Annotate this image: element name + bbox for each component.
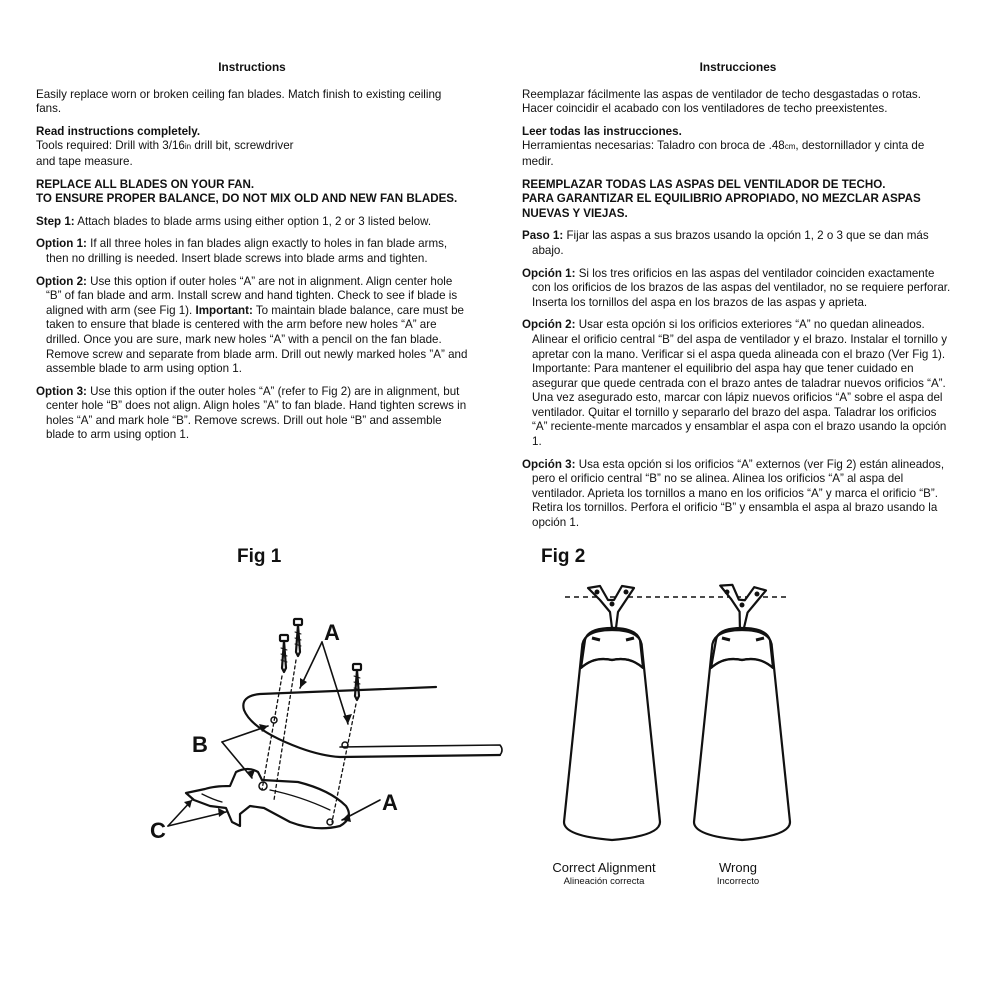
- tools-text-es: Herramientas necesarias: Taladro con broca de .48: [522, 139, 785, 153]
- intro-text: Easily replace worn or broken ceiling fan blades. Match finish to existing ceiling fans.: [36, 87, 442, 116]
- fig-1-label-c: C: [150, 818, 166, 843]
- warning-line-2: TO ENSURE PROPER BALANCE, DO NOT MIX OLD AND NEW FAN BLADES.: [36, 192, 458, 206]
- tools-unit: in: [184, 142, 192, 152]
- step-1-label-es: Paso 1:: [522, 229, 564, 243]
- read-instructions-title: Read instructions completely.: [36, 124, 201, 138]
- option-3-label-es: Opción 3:: [522, 457, 576, 471]
- tools-text-2: drill bit, screwdriver: [191, 139, 294, 153]
- fig-2-title: Fig 2: [541, 546, 586, 567]
- blade-correct: [564, 586, 660, 840]
- option-1-label-es: Opción 1:: [522, 266, 576, 280]
- heading-instructions: Instructions: [218, 60, 286, 74]
- warning-line-1: REPLACE ALL BLADES ON YOUR FAN.: [36, 177, 255, 191]
- step-1-text-es: Fijar las aspas a sus brazos usando la opción 1, 2 o 3 que se dan más abajo.: [532, 229, 929, 257]
- warning-line-1-es: REEMPLAZAR TODAS LAS ASPAS DEL VENTILADOR DE TECHO.: [522, 177, 886, 191]
- option-2-label-es: Opción 2:: [522, 318, 576, 332]
- tools-text-es-2: , destornillador y cinta de medir.: [522, 139, 925, 168]
- fig-1-label-a-bottom: A: [382, 790, 398, 815]
- option-2-text-es: Usar esta opción si los orificios exteriores “A” no quedan alineados. Alinear el orificio central “B” del aspa de ventilador y el brazo. Instalar el tornillo y apretar con la mano. Verificar si el aspa queda alineada con el brazo (Ver Fig 1). Importante: Para mantener el equilibrio del aspa hay que tener cuidado en asegurar que quede centrada con el brazo antes de taladrar nuevos orificios “A”. Una vez asegurado esto, marcar con lápiz nuevos orificios “A” sobre el aspa del ventilador. Quitar el tornillo y separarlo del brazo del aspa. Taladrar los orificios “A” reciente-mente marcados y ensamblar el aspa con el brazo usando la opción 1.: [532, 318, 947, 449]
- fig-1-label-a-top: A: [324, 620, 340, 645]
- correct-alignment-label-es: Alineación correcta: [563, 876, 645, 887]
- read-instructions-title-es: Leer todas las instrucciones.: [522, 124, 682, 138]
- option-1-label: Option 1:: [36, 237, 87, 251]
- fig-1-label-b: B: [192, 732, 208, 757]
- wrong-label-es: Incorrecto: [716, 876, 760, 887]
- fig-1-title: Fig 1: [237, 546, 282, 567]
- option-2-text-2: To maintain blade balance, care must be taken to ensure that blade is centered with the arm before new holes “A” are drilled. Once you are sure, mark new holes “A” with a pencil on the fan blade. Remove screw and separate from blade arm. Drill out newly marked holes ”A” and assemble blade to arm using option 1.: [46, 303, 468, 376]
- option-1-text: If all three holes in fan blades align exactly to holes in fan blade arms, then no drilling is needed. Insert blade screws into blade arms and tighten.: [46, 237, 448, 265]
- option-2-label: Option 2:: [36, 274, 87, 288]
- step-1-label: Step 1:: [36, 214, 75, 228]
- option-1-text-es: Si los tres orificios en las aspas del ventilador coinciden exactamente con los orificios de los brazos de las aspas del ventilador, no se requiere perforar. Inserta los tornillos del aspa en los brazos de las aspas y aprieta.: [532, 266, 951, 309]
- option-3-label: Option 3:: [36, 384, 87, 398]
- step-1-text: Attach blades to blade arms using either option 1, 2 or 3 listed below.: [74, 214, 432, 228]
- option-2-text: Use this option if outer holes “A” are not in alignment. Align center hole “B” of fan blade and arm. Install screw and hand tighten. Check to see if blade is aligned with arm (see Fig 1).: [46, 274, 458, 317]
- tools-text-3: and tape measure.: [36, 154, 133, 168]
- wrong-label: Wrong: [718, 860, 758, 875]
- correct-alignment-label: Correct Alignment: [552, 860, 656, 875]
- heading-instrucciones: Instrucciones: [699, 60, 777, 74]
- tools-text: Tools required: Drill with 3/16: [36, 139, 185, 153]
- option-2-important: Important:: [195, 303, 253, 317]
- intro-text-es: Reemplazar fácilmente las aspas de ventilador de techo desgastadas o rotas. Hacer coincidir el acabado con los ventiladores de techo preexistentes.: [522, 87, 921, 116]
- option-3-text-es: Usa esta opción si los orificios “A” externos (ver Fig 2) están alineados, pero el orificio central “B” no se alinea. Alinea los orificios “A” al aspa del ventilador. Aprieta los tornillos a mano en los orificios “A” y marca el orificio “B”. Retira los tornillos. Perfora el orificio “B” y ensambla el aspa al brazo usando la opción 1.: [532, 457, 945, 530]
- tools-unit-es: cm: [784, 142, 796, 152]
- option-3-text: Use this option if the outer holes “A” (refer to Fig 2) are in alignment, but center hole “B” does not align. Align holes ”A” to fan blade. Hand tighten screws in holes “A” and mark hole “B”. Remove screws. Drill out hole “B” and assemble blade to arm using option 1.: [46, 384, 467, 442]
- warning-line-2-es: PARA GARANTIZAR EL EQUILIBRIO APROPIADO, NO MEZCLAR ASPAS NUEVAS Y VIEJAS.: [522, 192, 921, 220]
- blade-wrong: [694, 584, 790, 840]
